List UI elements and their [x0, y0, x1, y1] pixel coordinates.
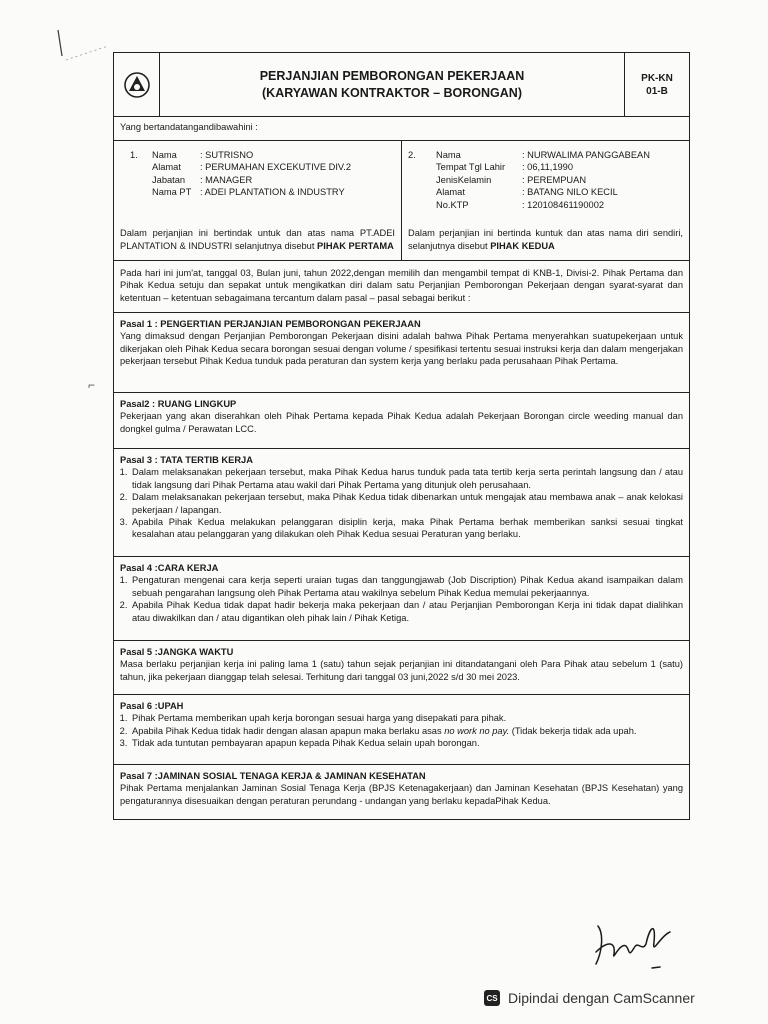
field-value: : 120108461190002 [522, 199, 605, 210]
field-label: Nama [436, 150, 461, 160]
document-code [625, 53, 689, 116]
pasal-title: Pasal 7 :JAMINAN SOSIAL TENAGA KERJA & JAMINAN KESEHATAN [120, 771, 426, 781]
pasal-body: Pihak Pertama menjalankan Jaminan Sosial Tenaga Kerja (BPJS Ketenagakerjaan) dan Jaminan Kesehatan (BPJS Kesehatan) yang pengaturannya disesuaikan dengan peraturan perundang - undangan yang berlaku kepadaPihak Kedua. [120, 783, 683, 806]
document-header [114, 53, 689, 117]
list-item: 1. Pihak Pertama memberikan upah kerja borongan sesuai harga yang disepakati para pihak. [130, 712, 683, 724]
field-label: Jabatan [152, 174, 186, 185]
code-line-1: PK-KN [641, 72, 673, 84]
field-value: : SUTRISNO [200, 150, 254, 160]
list-item: 3. Tidak ada tuntutan pembayaran apapun kepada Pihak Kedua selain upah borongan. [130, 737, 683, 749]
field-value: : PERUMAHAN EXCEKUTIVE DIV.2 [200, 162, 352, 173]
party-field [408, 149, 683, 161]
pasal-title: Pasal 4 :CARA KERJA [120, 563, 219, 573]
party-second [402, 141, 689, 260]
scan-margin-mark [52, 22, 112, 62]
pasal-list [120, 712, 683, 749]
pasal-body: Yang dimaksud dengan Perjanjian Pemborongan Pekerjaan disini adalah bahwa Pihak Pertama menyerahkan suatupekerjaan untuk dikerjakan oleh Pihak Kedua secara borongan sesuai dengan volume / spesifikasi tertentu sesuai instruksi kerja dan dalam mengerjakan pekerjaan tersebut Pihak Kedua tunduk pada peraturan dan system kerja yang berlaku pada perusahaan Pihak Pertama. [120, 331, 683, 367]
company-logo [114, 53, 160, 116]
field-value: : PEREMPUAN [522, 174, 587, 185]
pasal-title: Pasal2 : RUANG LINGKUP [120, 399, 237, 409]
list-item: 3. Apabila Pihak Kedua melakukan pelanggaran disiplin kerja, maka Pihak Pertama berhak memberikan sanksi sesuai tingkat kesalahan atau pelanggaran yang dilakukan oleh Pihak Kedua sesuai Peraturan yang berlaku. [130, 516, 683, 541]
party-description [408, 227, 683, 252]
pasal-7 [114, 765, 689, 812]
party-field [120, 161, 395, 173]
field-value: : NURWALIMA PANGGABEAN [522, 150, 650, 160]
pasal-title: Pasal 5 :JANGKA WAKTU [120, 647, 234, 657]
pasal-list [120, 466, 683, 540]
pasal-title: Pasal 1 : PENGERTIAN PERJANJIAN PEMBORONGAN PEKERJAAN [120, 319, 421, 329]
party-field [408, 174, 683, 186]
pasal-4 [114, 557, 689, 641]
camscanner-label: Dipindai dengan CamScanner [508, 990, 695, 1006]
scan-margin-mark: ⌐ [88, 378, 96, 392]
field-label: Tempat Tgl Lahir [436, 162, 506, 173]
list-item-text: (Tidak bekerja tidak ada upah. [509, 725, 637, 736]
document-title [160, 53, 625, 116]
field-label: Alamat [152, 162, 181, 173]
field-value: : BATANG NILO KECIL [522, 187, 618, 198]
field-label: JenisKelamin [436, 174, 492, 185]
title-line-1: PERJANJIAN PEMBORONGAN PEKERJAAN [259, 68, 525, 83]
party-number: 2. [408, 150, 416, 160]
party-field [408, 161, 683, 173]
field-label: No.KTP [436, 199, 469, 210]
pasal-3 [114, 449, 689, 557]
party-desc-text: Dalam perjanjian ini bertindak untuk dan atas nama PT.ADEI PLANTATION & INDUSTRI selanjutnya disebut [120, 228, 395, 251]
camscanner-watermark [484, 988, 695, 1008]
pasal-6 [114, 695, 689, 765]
opening-paragraph: Pada hari ini jum'at, tanggal 03, Bulan juni, tahun 2022,dengan memilih dan mengambil tempat di KNB-1, Divisi-2. Pihak Pertama dan Pihak Kedua setuju dan sepakat untuk mengikatkan diri dalam satu Perjanjian Pemborongan Pekerjaan dengan syarat-syarat dan ketentuan – ketentuan sebagaimana tercantum dalam pasal – pasal sebagai berikut : [114, 261, 689, 313]
pasal-title: Pasal 3 : TATA TERTIB KERJA [120, 455, 253, 465]
pasal-2 [114, 393, 689, 449]
company-logo-icon [123, 71, 151, 99]
party-number: 1. [130, 150, 138, 160]
party-role: PIHAK PERTAMA [317, 240, 394, 251]
camscanner-logo-icon: CS [484, 990, 500, 1006]
party-field [120, 174, 395, 186]
title-line-2: (KARYAWAN KONTRAKTOR – BORONGAN) [262, 85, 522, 100]
list-item: 1. Dalam melaksanakan pekerjaan tersebut, maka Pihak Kedua harus tunduk pada tata tertib kerja serta perintah langsung dan / atau tidak langsung dari Pihak Pertama atau wakil dari Pihak Pertama yang ditunjuk oleh perusahaan. [130, 466, 683, 491]
party-field [120, 186, 395, 198]
party-desc-text: Dalam perjanjian ini bertinda kuntuk dan atas nama diri sendiri, selanjutnya disebut [408, 228, 683, 251]
code-line-2: 01-B [646, 85, 668, 97]
list-item [130, 725, 683, 737]
field-value: : ADEI PLANTATION & INDUSTRY [200, 187, 345, 198]
party-field [408, 186, 683, 198]
pasal-list [120, 574, 683, 624]
intro-line: Yang bertandatangandibawahini : [114, 117, 689, 141]
party-first [114, 141, 402, 260]
list-item: 1. Pengaturan mengenai cara kerja seperti uraian tugas dan tanggungjawab (Job Discription) Pihak Kedua akand isampaikan dalam sebuah pengarahan langsung oleh Pihak Pertama atau wakilnya sebelum Pihak Kedua memulai pekerjaannya. [130, 574, 683, 599]
pasal-title: Pasal 6 :UPAH [120, 701, 184, 711]
field-label: Nama PT [152, 187, 192, 198]
list-item: 2. Apabila Pihak Kedua tidak dapat hadir bekerja maka pekerjaan dan / atau Perjanjian Pemborongan Kerja ini tidak dapat dialihkan atau diwakilkan dan / atau digantikan oleh pihak lain / Pihak Ketiga. [130, 599, 683, 624]
pasal-1 [114, 313, 689, 393]
signature [590, 912, 680, 972]
no-work-no-pay-term: no work no pay. [444, 725, 510, 736]
pasal-body: Pekerjaan yang akan diserahkan oleh Pihak Pertama kepada Pihak Kedua adalah Pekerjaan Borongan circle weeding manual dan dongkel gulma / Perawatan LCC. [120, 411, 683, 434]
pasal-body: Masa berlaku perjanjian kerja ini paling lama 1 (satu) tahun sejak perjanjian ini ditandatangani oleh Para Pihak atau sebelum 1 (satu) tahun, jika pekerjaan dianggap telah selesai. Terhitung dari tanggal 03 juni,2022 s/d 30 mei 2023. [120, 659, 683, 682]
field-label: Alamat [436, 187, 465, 198]
parties-section [114, 141, 689, 261]
field-value: : 06,11,1990 [522, 162, 574, 173]
field-label: Nama [152, 150, 177, 160]
field-value: : MANAGER [200, 174, 253, 185]
list-item-text: Apabila Pihak Kedua tidak hadir dengan alasan apapun maka berlaku asas [132, 725, 445, 736]
party-role: PIHAK KEDUA [490, 240, 555, 251]
party-field [120, 149, 395, 161]
party-field [408, 199, 683, 211]
pasal-5 [114, 641, 689, 695]
contract-document [113, 52, 690, 820]
party-description [120, 227, 395, 252]
list-item: 2. Dalam melaksanakan pekerjaan tersebut, maka Pihak Kedua tidak dibenarkan untuk mengajak atau membawa anak – anak kelokasi pekerjaan / lapangan. [130, 491, 683, 516]
